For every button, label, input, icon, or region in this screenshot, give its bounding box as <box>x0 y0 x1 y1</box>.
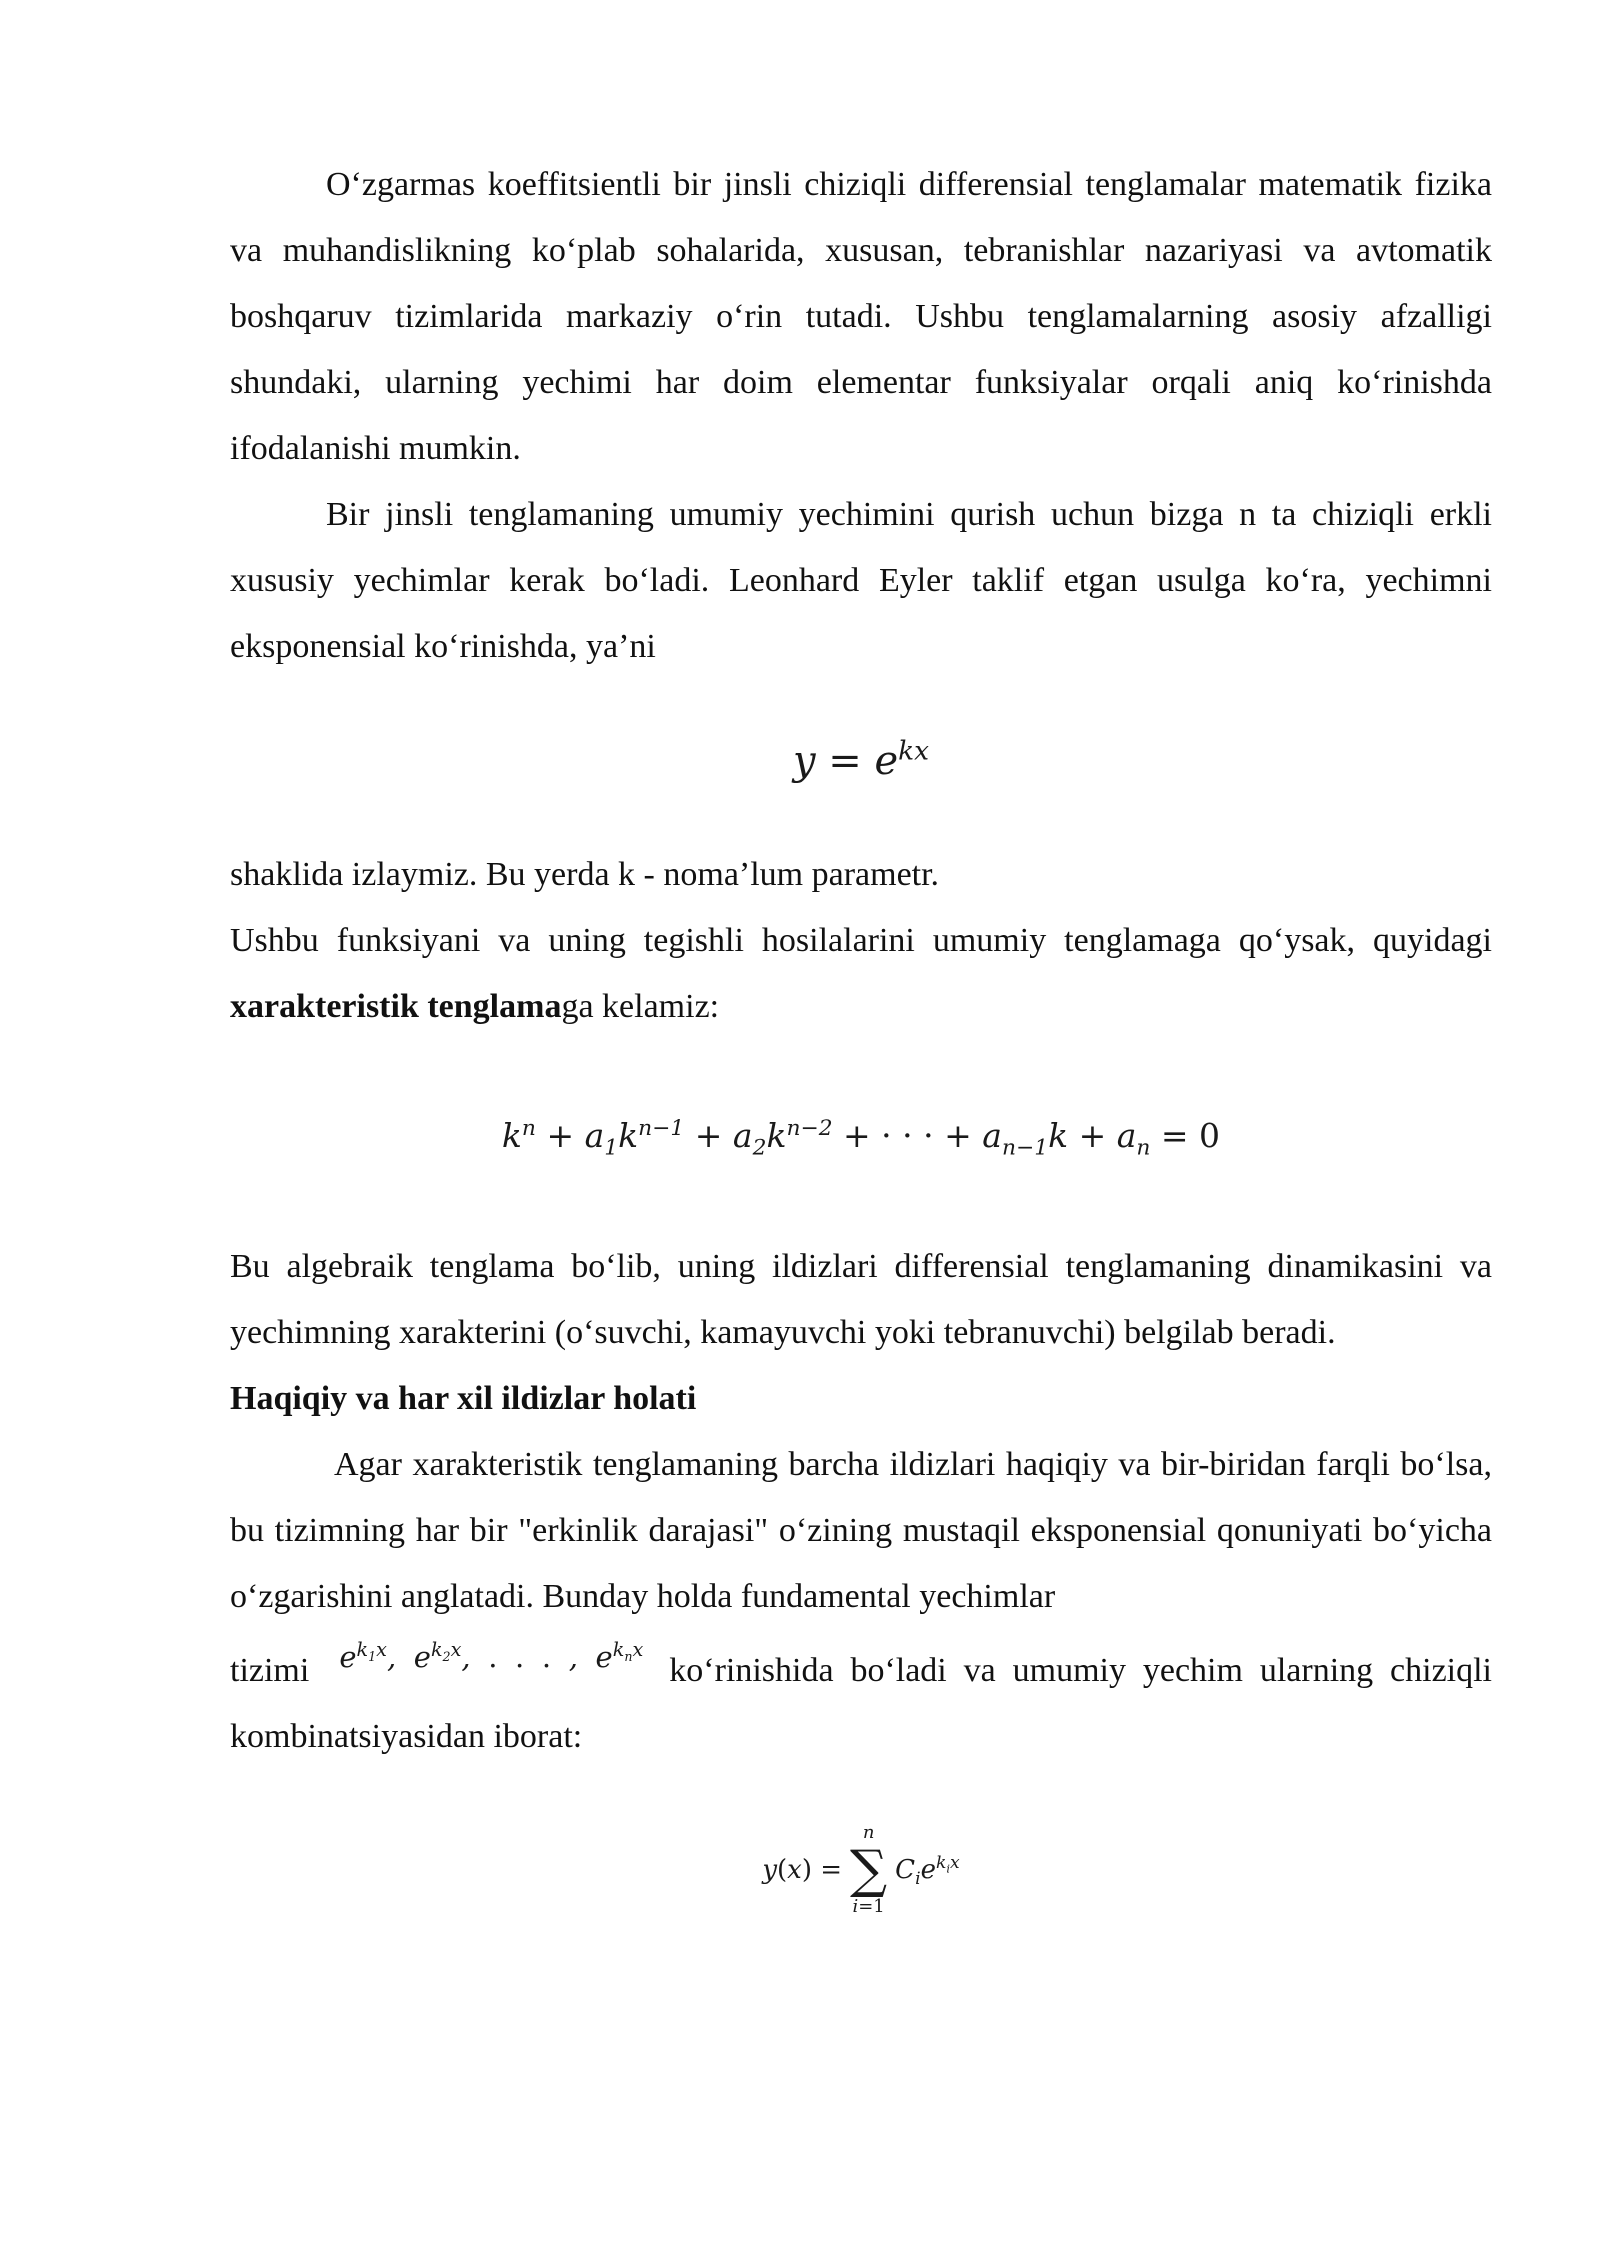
equation-fundamental-solutions: $e^{k_1x}$, $e^{k_2x}$, . . . , $e^{k_nx}$ <box>339 1638 644 1674</box>
fundamental-system-text: ko‘rinishida bo‘ladi va umumiy yechim ularning chiziqli kombinatsiyasidan iborat: <box>230 1652 1493 1755</box>
equation-general-solution: y(x) = n ∑ i=1 $C_ie^{k_ix}$ <box>762 1822 960 1917</box>
paragraph-parameter: shaklida izlaymiz. Bu yerda k - noma’lum parametr. <box>230 856 940 893</box>
summation-sign: n ∑ i=1 <box>850 1822 888 1917</box>
paragraph-intro: O‘zgarmas koeffitsientli bir jinsli chiziqli differensial tenglamalar matematik fizika va muhandislikning ko‘plab sohalarida, xususan, tebranishlar nazariyasi va avtomatik boshqaruv tizimlarida markaziy o‘rin tutadi. Ushbu tenglamalarning asosiy afzalligi shundaki, ularning yechimi har doim elementar funksiyalar orqali aniq ko‘rinishda ifodalanishi mumkin. <box>230 166 1492 467</box>
paragraph-real-roots: Agar xarakteristik tenglamaning barcha ildizlari haqiqiy va bir-biridan farqli bo‘lsa, bu tizimning har bir "erkinlik darajasi" o‘zining mustaqil eksponensial qonuniyati bo‘yicha o‘zgarishini anglatadi. Bunday holda fundamental yechimlar <box>230 1446 1492 1615</box>
paragraph-fundamental-system <box>230 1638 1492 1770</box>
fundamental-system-label: tizimi <box>230 1652 310 1689</box>
paragraph-euler: Bir jinsli tenglamaning umumiy yechimini qurish uchun bizga n ta chiziqli erkli xususiy yechimlar kerak bo‘ladi. Leonhard Eyler taklif etgan usulga ko‘ra, yechimni eksponensial ko‘rinishda, ya’ni <box>230 496 1492 665</box>
characteristic-equation-term: xarakteristik tenglama <box>230 988 562 1025</box>
substitution-text: Ushbu funksiyani va uning tegishli hosilalarini umumiy tenglamaga qo‘ysak, quyidagi <box>230 922 1492 959</box>
paragraph-roots-meaning: Bu algebraik tenglama bo‘lib, uning ildizlari differensial tenglamaning dinamikasini va yechimning xarakterini (o‘suvchi, kamayuvchi yoki tebranuvchi) belgilab beradi. <box>230 1248 1492 1351</box>
section-heading: Haqiqiy va har xil ildizlar holati <box>230 1380 697 1417</box>
substitution-text-end: ga kelamiz: <box>561 988 720 1025</box>
equation-exponential-ansatz: $y = e^{kx}$ <box>792 735 930 784</box>
paragraph-substitution <box>230 908 1492 1040</box>
page-content <box>230 152 1492 1918</box>
equation-characteristic: $k^n + a_1k^{n-1} + a_2k^{n-2}$ + · · · + $a_{n-1}k + a_n = 0$ <box>501 1116 1221 1161</box>
